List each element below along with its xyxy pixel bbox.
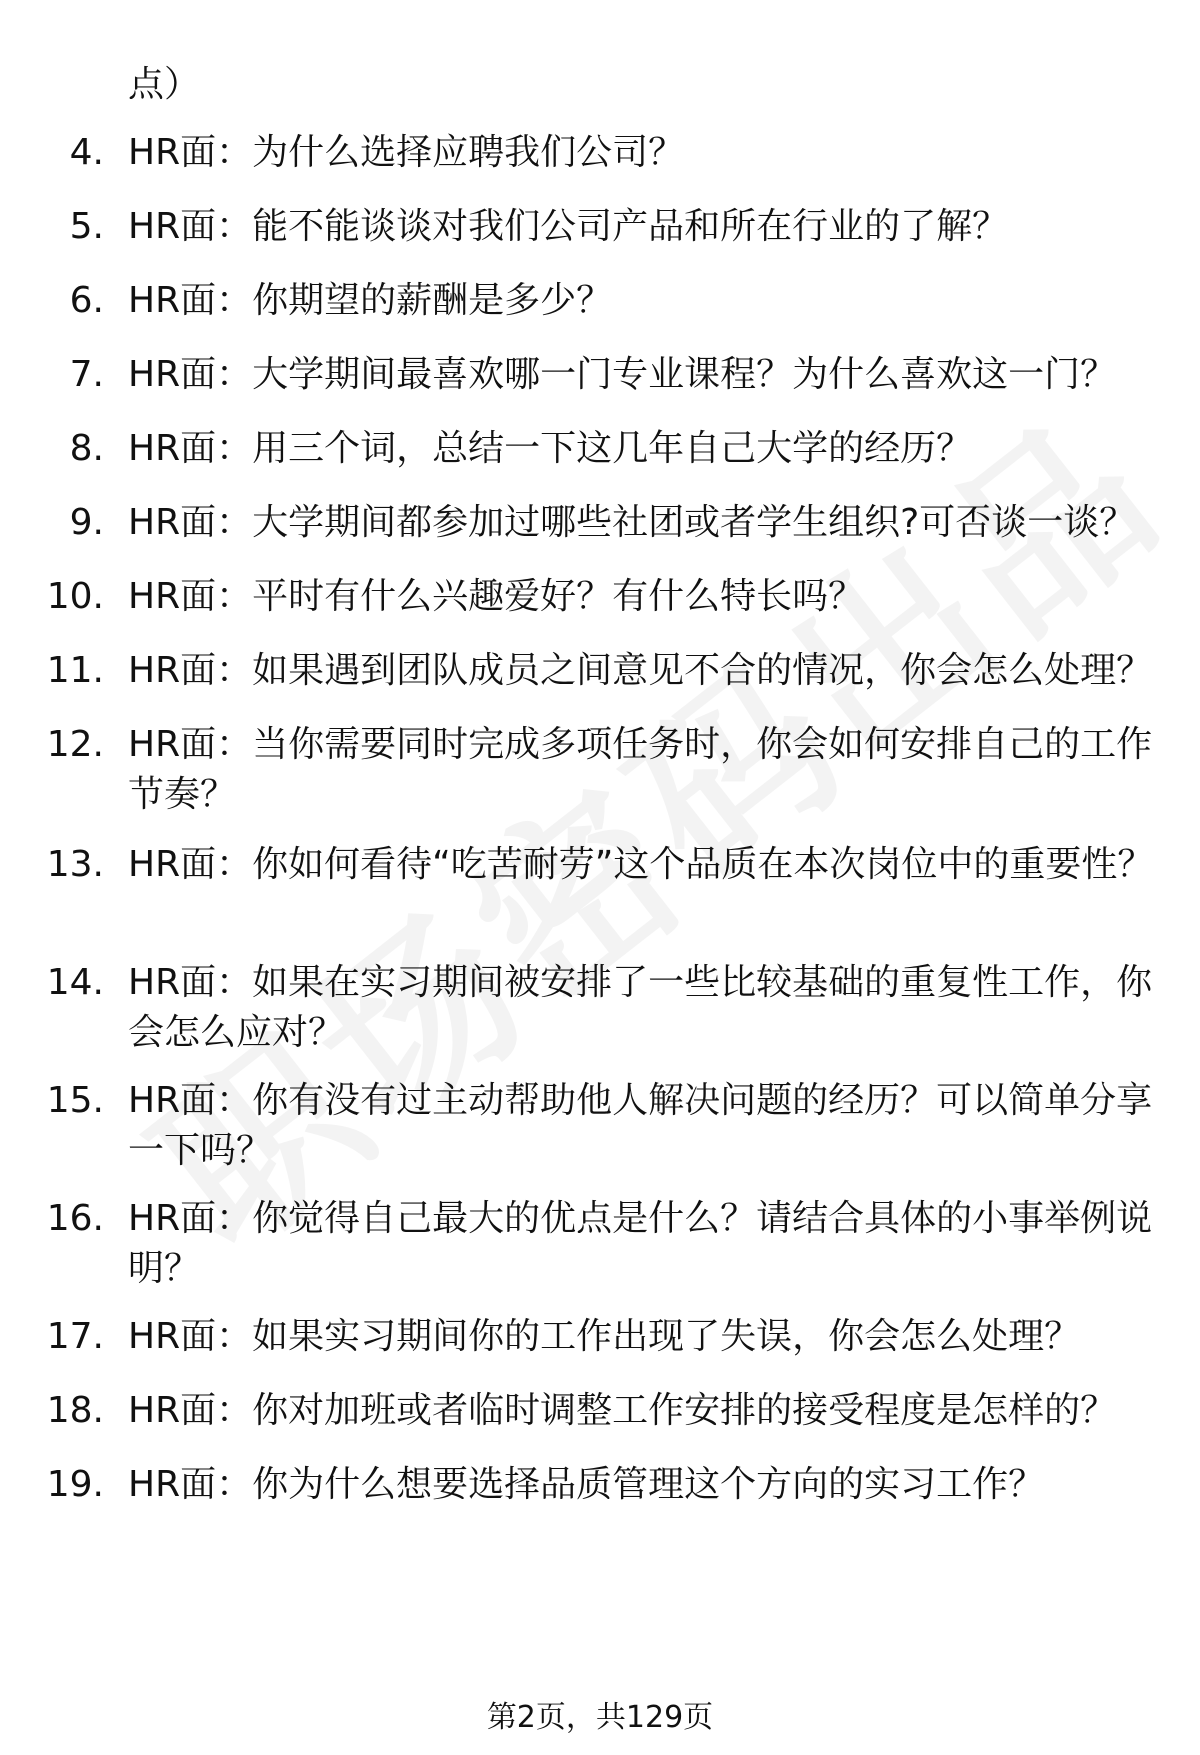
item-text: HR面：你有没有过主动帮助他人解决问题的经历？可以简单分享一下吗？ xyxy=(128,1080,1153,1171)
item-text: HR面：大学期间最喜欢哪一门专业课程？为什么喜欢这一门？ xyxy=(128,354,1117,395)
item-number: 10. xyxy=(46,576,104,617)
item-text: HR面：你对加班或者临时调整工作安排的接受程度是怎样的？ xyxy=(128,1390,1117,1431)
item-text: HR面：你觉得自己最大的优点是什么？请结合具体的小事举例说明？ xyxy=(128,1198,1153,1289)
item-text: HR面：为什么选择应聘我们公司？ xyxy=(128,132,685,173)
item-text: HR面：能不能谈谈对我们公司产品和所在行业的了解？ xyxy=(128,206,1009,247)
item-text: HR面：用三个词，总结一下这几年自己大学的经历？ xyxy=(128,428,973,469)
item-number: 11. xyxy=(46,650,104,691)
item-text: HR面：当你需要同时完成多项任务时，你会如何安排自己的工作节奏？ xyxy=(128,724,1153,815)
item-number: 15. xyxy=(46,1080,104,1121)
item-text: HR面：你如何看待“吃苦耐劳”这个品质在本次岗位中的重要性？ xyxy=(128,844,1154,885)
item-number: 18. xyxy=(46,1390,104,1431)
item-number: 14. xyxy=(46,962,104,1003)
item-number: 12. xyxy=(46,724,104,765)
item-number: 9. xyxy=(69,502,104,543)
item-number: 16. xyxy=(46,1198,104,1239)
item-text: HR面：如果遇到团队成员之间意见不合的情况，你会怎么处理？ xyxy=(128,650,1153,691)
item-text: HR面：大学期间都参加过哪些社团或者学生组织?可否谈一谈？ xyxy=(128,502,1136,543)
item-number: 4. xyxy=(69,132,104,173)
item-text: HR面：你为什么想要选择品质管理这个方向的实习工作？ xyxy=(128,1464,1045,1505)
item-number: 5. xyxy=(69,206,104,247)
item-text: HR面：你期望的薪酬是多少？ xyxy=(128,280,613,321)
item-number: 19. xyxy=(46,1464,104,1505)
item-number: 8. xyxy=(69,428,104,469)
page-footer: 第2页，共129页 xyxy=(486,1700,714,1735)
item-text: HR面：如果实习期间你的工作出现了失误，你会怎么处理？ xyxy=(128,1316,1081,1357)
continuation-text: 点） xyxy=(128,64,201,105)
item-number: 6. xyxy=(69,280,104,321)
item-number: 17. xyxy=(46,1316,104,1357)
item-text: HR面：平时有什么兴趣爱好？有什么特长吗？ xyxy=(128,576,865,617)
item-number: 13. xyxy=(46,844,104,885)
item-number: 7. xyxy=(69,354,104,395)
item-text: HR面：如果在实习期间被安排了一些比较基础的重复性工作，你会怎么应对？ xyxy=(128,962,1153,1053)
